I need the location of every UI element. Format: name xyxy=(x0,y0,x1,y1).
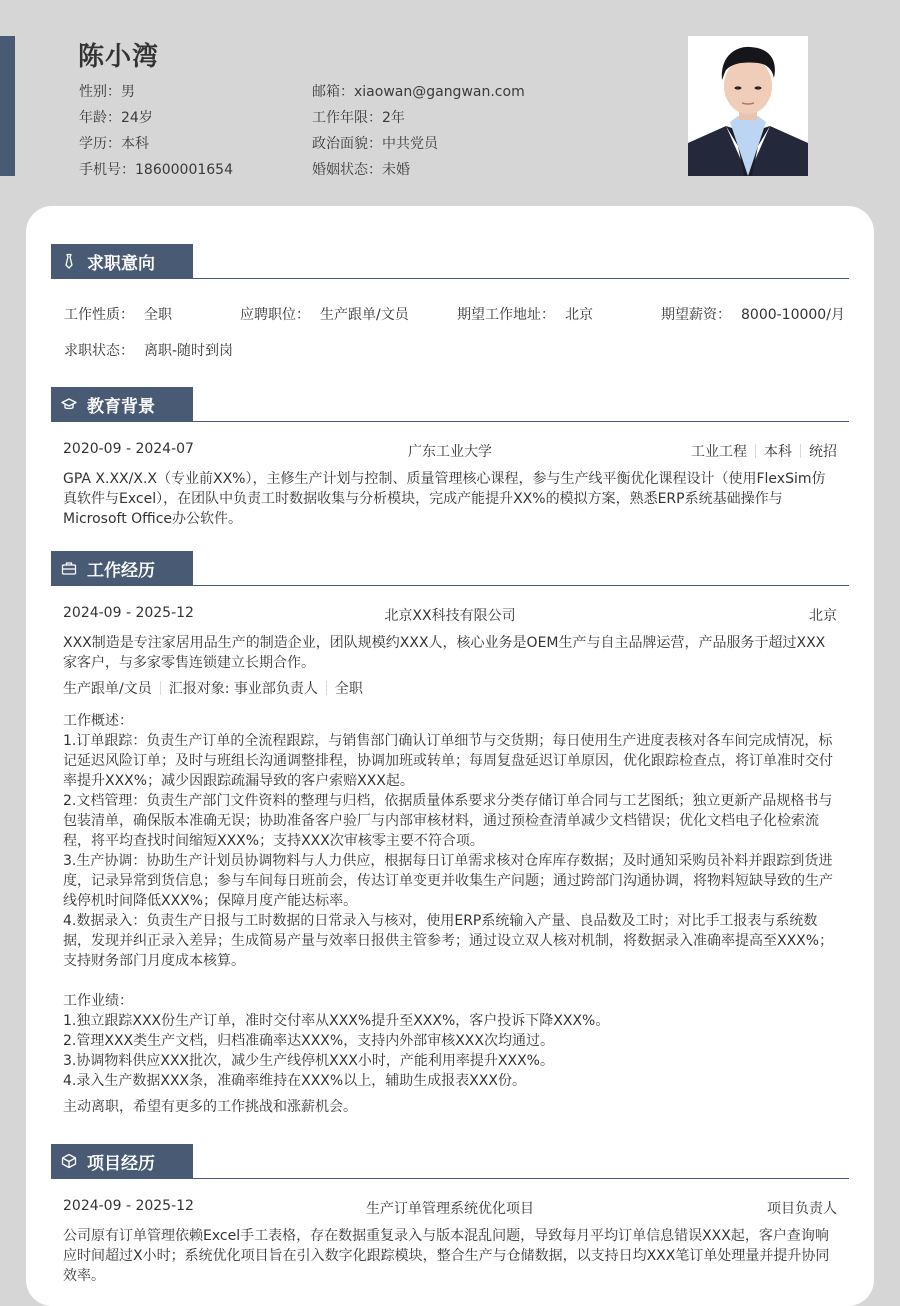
info-political-status: 政治面貌：中共党员 xyxy=(312,136,438,152)
divider xyxy=(326,681,327,695)
briefcase-icon xyxy=(61,560,77,576)
intent-job-type: 工作性质： 全职 xyxy=(64,307,172,323)
section-title-tab: 工作经历 xyxy=(51,551,193,585)
graduation-cap-icon xyxy=(61,396,77,412)
work-company: 北京XX科技有限公司 xyxy=(384,608,516,624)
project-entry-header xyxy=(51,1198,849,1220)
section-title-tab: 项目经历 xyxy=(51,1144,193,1178)
resume-card xyxy=(26,206,874,1306)
project-description: 公司原有订单管理依赖Excel手工表格，存在数据重复录入与版本混乱问题，导致每月平均订单信息错误XXX起，客户查询响应时间超过X小时；系统优化项目旨在引入数字化跟踪模块，整合生产与仓储数据，以支持日均XXX笔订单处理量并提升协同效率。 xyxy=(63,1228,830,1284)
divider xyxy=(800,444,801,458)
info-email: 邮箱：xiaowan@gangwan.com xyxy=(312,84,525,100)
personal-info-left xyxy=(79,80,339,184)
tie-icon xyxy=(61,253,77,269)
work-achievements: 工作业绩： 1.独立跟踪XXX份生产订单，准时交付率从XXX%提升至XXX%，客户投诉下降XXX%。 2.管理XXX类生产文档，归档准确率达XXX%，支持内外部审核XXX次均通过。 3.协调物料供应XXX批次，减少生产线停机XXX小时，产能利用率提升XXX%。 4.录入生产数据XXX条，准确率维持在XXX%以上，辅助生成报表XXX份。 xyxy=(63,993,610,1089)
education-description: GPA X.XX/X.X（专业前XX%），主修生产计划与控制、质量管理核心课程，参与生产线平衡优化课程设计（使用FlexSim仿真软件与Excel），在团队中负责工时数据收集与分析模块，完成产能提升XX%的模拟方案，熟悉ERP系统基础操作与Microsoft Office办公软件。 xyxy=(63,471,826,527)
section-work-experience xyxy=(51,551,849,1117)
info-education: 学历：本科 xyxy=(79,136,149,152)
project-role: 项目负责人 xyxy=(767,1201,837,1217)
education-tags: 工业工程 本科 统招 xyxy=(691,444,837,460)
section-header xyxy=(51,244,849,279)
candidate-name: 陈小湾 xyxy=(78,42,160,72)
work-entry-header xyxy=(51,605,849,627)
info-marital-status: 婚姻状态：未婚 xyxy=(312,162,410,178)
section-project-experience xyxy=(51,1144,849,1286)
section-education xyxy=(51,387,849,529)
info-age: 年龄：24岁 xyxy=(79,110,153,126)
intent-salary: 期望薪资： 8000-10000/月 xyxy=(661,307,845,323)
work-location: 北京 xyxy=(809,608,837,624)
intent-status: 求职状态： 离职-随时到岗 xyxy=(64,343,234,359)
education-dates: 2020-09 - 2024-07 xyxy=(63,441,194,457)
divider xyxy=(160,681,161,695)
section-job-intent xyxy=(51,244,849,359)
info-phone: 手机号：18600001654 xyxy=(79,162,233,178)
section-title-tab: 求职意向 xyxy=(51,244,193,278)
profile-photo xyxy=(688,36,808,176)
work-overview: 工作概述： 1.订单跟踪：负责生产订单的全流程跟踪，与销售部门确认订单细节与交货期；每日使用生产进度表核对各车间完成情况，标记延迟风险订单；及时与班组长沟通调整排程，协调加班或转单；每周复盘延迟订单原因，优化跟踪检查点，将订单准时交付率提升XXX%；减少因跟踪疏漏导致的客户索赔XXX起。 2.文档管理：负责生产部门文件资料的整理与归档，依据质量体系要求分类存储订单合同与工艺图纸；独立更新产品规格书与包装清单，确保版本准确无误；协助准备客户验厂与内部审核材料，通过预检查清单减少文档错误；优化文档电子化检索流程，将平均查找时间缩短XXX%；支持XXX次审核零主要不符合项。 3.生产协调：协助生产计划员协调物料与人力供应，根据每日订单需求核对仓库库存数据；及时通知采购员补料并跟踪到货进度，记录异常到货信息；参与车间每日班前会，传达订单变更并收集生产问题；通过跨部门沟通协调，将物料短缺导致的生产线停机时间降低XXX%；保障月度产能达标率。 4.数据录入：负责生产日报与工时数据的日常录入与核对，使用ERP系统输入产量、良品数及工时；对比手工报表与系统数据，发现并纠正录入差异；生成简易产量与效率日报供主管参考；通过设立双人核对机制，将数据录入准确率提高至XXX%；支持财务部门月度成本核算。 xyxy=(63,713,834,969)
project-name: 生产订单管理系统优化项目 xyxy=(366,1201,534,1217)
section-title-tab: 教育背景 xyxy=(51,387,193,421)
project-dates: 2024-09 - 2025-12 xyxy=(63,1198,194,1214)
section-header xyxy=(51,387,849,422)
education-entry-header xyxy=(51,441,849,463)
intent-position: 应聘职位： 生产跟单/文员 xyxy=(240,307,409,323)
accent-bar xyxy=(0,36,15,176)
section-header xyxy=(51,551,849,586)
personal-info-right xyxy=(312,80,572,184)
education-school: 广东工业大学 xyxy=(408,444,492,460)
info-work-years: 工作年限：2年 xyxy=(312,110,405,126)
cube-icon xyxy=(61,1153,77,1169)
company-description: XXX制造是专注家居用品生产的制造企业，团队规模约XXX人，核心业务是OEM生产与自主品牌运营，产品服务于超过XXX家客户，与多家零售连锁建立长期合作。 xyxy=(63,635,826,671)
info-gender: 性别：男 xyxy=(79,84,135,100)
divider xyxy=(755,444,756,458)
section-header xyxy=(51,1144,849,1179)
leave-reason: 主动离职，希望有更多的工作挑战和涨薪机会。 xyxy=(63,1099,357,1115)
work-tags: 生产跟单/文员 汇报对象: 事业部负责人 全职 xyxy=(63,681,363,697)
work-dates: 2024-09 - 2025-12 xyxy=(63,605,194,621)
intent-location: 期望工作地址： 北京 xyxy=(457,307,593,323)
